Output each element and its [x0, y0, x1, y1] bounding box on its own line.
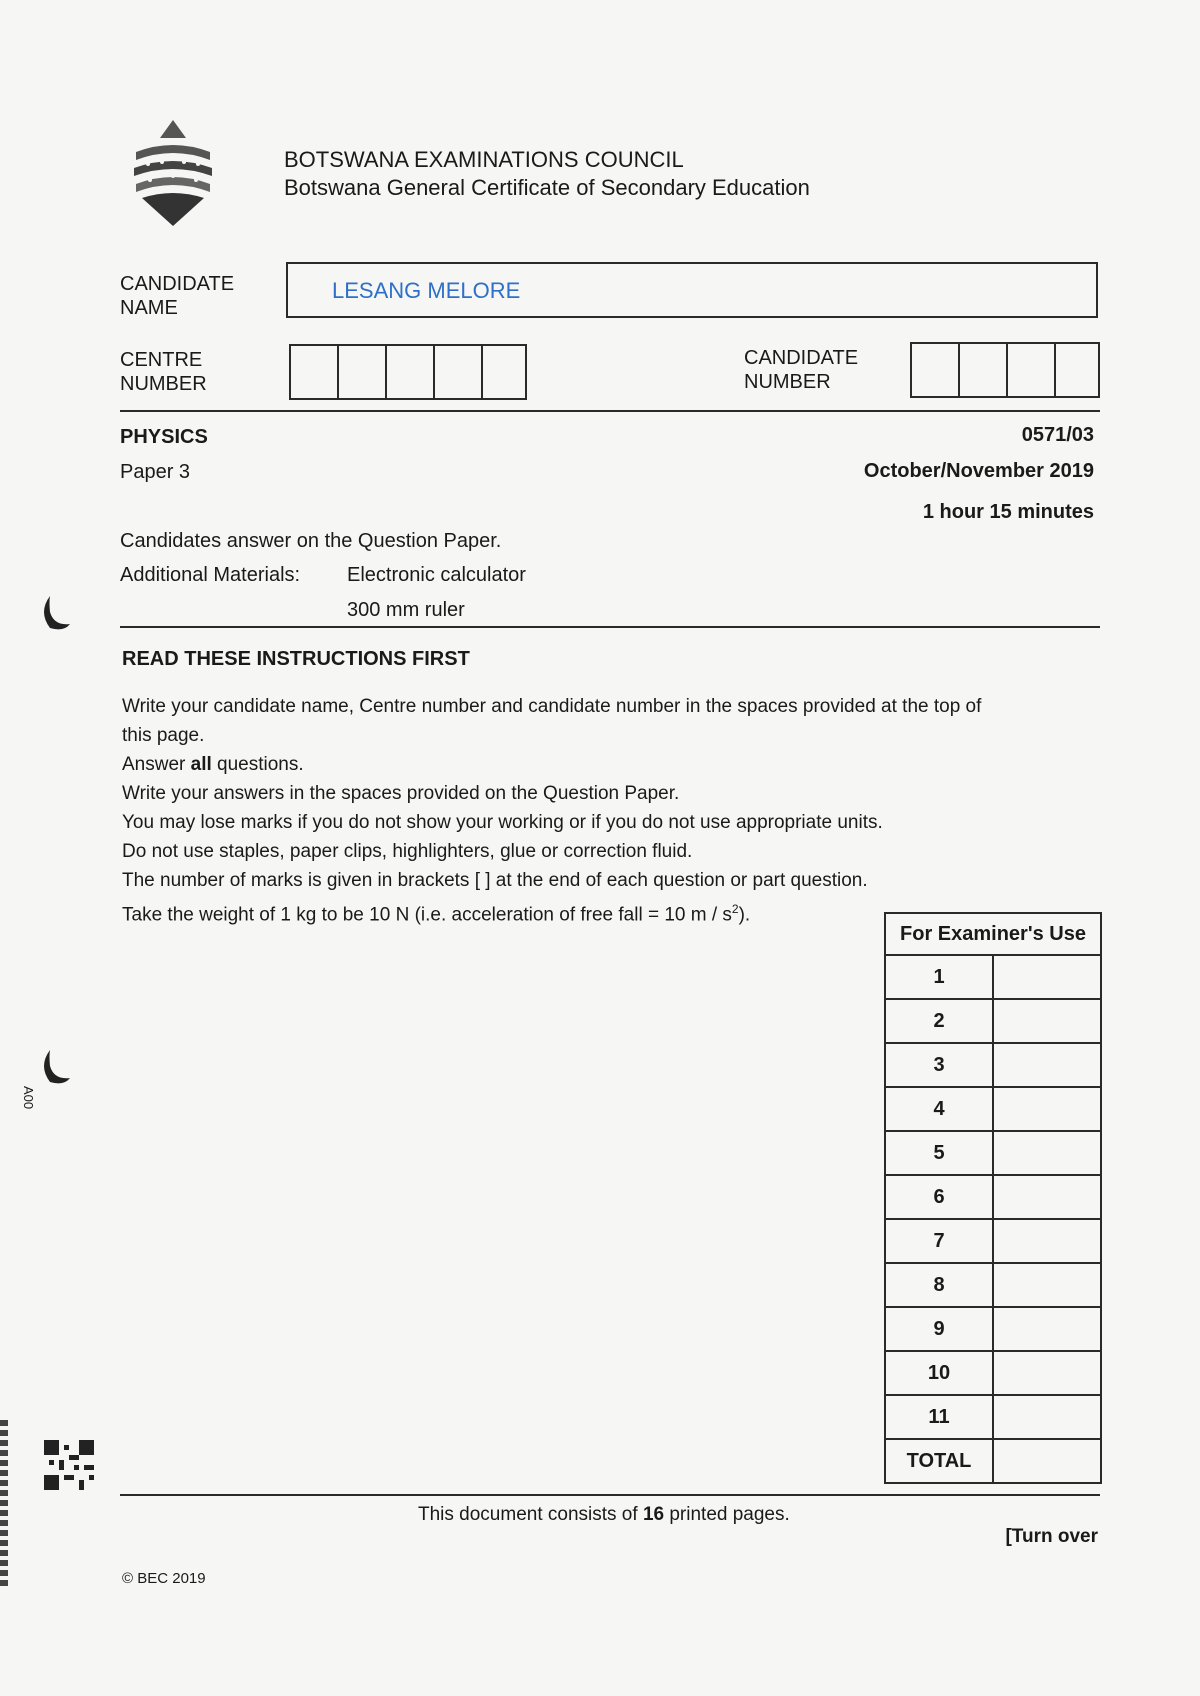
instructions-body: [122, 692, 1082, 929]
centre-digit-box[interactable]: [339, 346, 387, 398]
centre-digit-box[interactable]: [435, 346, 483, 398]
exam-session: October/November 2019: [863, 460, 1094, 482]
centre-number-label: [120, 348, 207, 396]
centre-number-label-line2: NUMBER: [120, 373, 207, 395]
paper-code: 0571/03: [1021, 424, 1094, 446]
council-name: BOTSWANA EXAMINATIONS COUNCIL: [284, 147, 684, 172]
examiner-use-heading: For Examiner's Use: [885, 913, 1101, 955]
qr-code-icon: [44, 1440, 94, 1490]
candidate-number-label: [744, 346, 858, 394]
instructions-heading: READ THESE INSTRUCTIONS FIRST: [122, 648, 470, 670]
material-item: Electronic calculator: [347, 564, 526, 586]
bec-logo-icon: [128, 118, 218, 228]
question-number: 5: [885, 1131, 993, 1175]
question-number: 8: [885, 1263, 993, 1307]
candidate-name-field[interactable]: [286, 262, 1098, 318]
instruction-text: Take the weight of 1 kg to be 10 N (i.e. acceleration of free fall = 10 m / s: [122, 904, 732, 926]
question-number: 3: [885, 1043, 993, 1087]
centre-digit-box[interactable]: [483, 346, 525, 398]
instruction-text: ).: [738, 904, 751, 926]
materials-label: Additional Materials:: [120, 564, 301, 586]
candidate-number-field[interactable]: [910, 342, 1100, 398]
page-count-text: [418, 1504, 790, 1526]
candidate-number-label-line1: CANDIDATE: [744, 347, 859, 369]
copyright: © BEC 2019: [122, 1570, 206, 1587]
candidate-name-label-line1: CANDIDATE: [120, 273, 235, 295]
candidate-name-label: [120, 272, 234, 320]
page-count: 16: [642, 1504, 665, 1525]
mark-cell[interactable]: [993, 955, 1101, 999]
instruction-line: this page.: [122, 725, 205, 746]
mark-cell[interactable]: [993, 1131, 1101, 1175]
page-count-prefix: This document consists of: [418, 1504, 643, 1525]
total-mark-cell[interactable]: [993, 1439, 1101, 1483]
candidate-digit-box[interactable]: [912, 344, 960, 396]
exam-duration: 1 hour 15 minutes: [922, 501, 1094, 523]
question-number: 4: [885, 1087, 993, 1131]
instruction-line: The number of marks is given in brackets [ ] at the end of each question or part question.: [122, 870, 868, 891]
crescent-mark-icon: [36, 1046, 76, 1086]
mark-cell[interactable]: [993, 1043, 1101, 1087]
certificate-name: Botswana General Certificate of Secondary Education: [284, 175, 810, 200]
question-number: 2: [885, 999, 993, 1043]
instruction-line: [122, 750, 1082, 779]
question-number: 7: [885, 1219, 993, 1263]
instruction-line: You may lose marks if you do not show your working or if you do not use appropriate units.: [122, 812, 883, 833]
mark-cell[interactable]: [993, 999, 1101, 1043]
mark-cell[interactable]: [993, 1263, 1101, 1307]
page-count-suffix: printed pages.: [664, 1504, 790, 1525]
instruction-line: Write your candidate name, Centre number and candidate number in the spaces provided at the top of: [122, 696, 982, 717]
candidate-digit-box[interactable]: [1056, 344, 1098, 396]
instruction-superscript: 2: [731, 902, 739, 916]
centre-digit-box[interactable]: [387, 346, 435, 398]
mark-cell[interactable]: [993, 1175, 1101, 1219]
candidate-digit-box[interactable]: [1008, 344, 1056, 396]
material-item: 300 mm ruler: [347, 599, 465, 621]
paper-number: Paper 3: [120, 461, 191, 483]
barcode-strip: [0, 1420, 8, 1590]
question-number: 10: [885, 1351, 993, 1395]
centre-number-label-line1: CENTRE: [120, 349, 203, 371]
candidate-number-label-line2: NUMBER: [744, 371, 831, 393]
question-number: 1: [885, 955, 993, 999]
instruction-text: questions.: [211, 754, 304, 775]
answer-on-text: Candidates answer on the Question Paper.: [120, 530, 502, 552]
divider: [120, 1494, 1100, 1496]
mark-cell[interactable]: [993, 1219, 1101, 1263]
instruction-line: Do not use staples, paper clips, highlighters, glue or correction fluid.: [122, 841, 693, 862]
turn-over-text: [Turn over: [1005, 1526, 1098, 1547]
instruction-emphasis: all: [190, 754, 212, 775]
centre-number-field[interactable]: [289, 344, 527, 400]
question-number: 9: [885, 1307, 993, 1351]
crescent-mark-icon: [36, 592, 76, 632]
mark-cell[interactable]: [993, 1087, 1101, 1131]
total-label: TOTAL: [885, 1439, 993, 1483]
candidate-name-label-line2: NAME: [120, 297, 178, 319]
mark-cell[interactable]: [993, 1307, 1101, 1351]
question-number: 11: [885, 1395, 993, 1439]
examiner-use-table: [884, 912, 1102, 1484]
mark-cell[interactable]: [993, 1351, 1101, 1395]
divider: [120, 626, 1100, 628]
candidate-name-value: LESANG MELORE: [332, 278, 521, 303]
mark-cell[interactable]: [993, 1395, 1101, 1439]
instruction-line: Write your answers in the spaces provided on the Question Paper.: [122, 783, 680, 804]
centre-digit-box[interactable]: [291, 346, 339, 398]
question-number: 6: [885, 1175, 993, 1219]
candidate-digit-box[interactable]: [960, 344, 1008, 396]
instruction-text: Answer: [122, 754, 191, 775]
margin-code: A00: [21, 1086, 36, 1110]
subject: PHYSICS: [120, 426, 208, 448]
divider: [120, 410, 1100, 412]
